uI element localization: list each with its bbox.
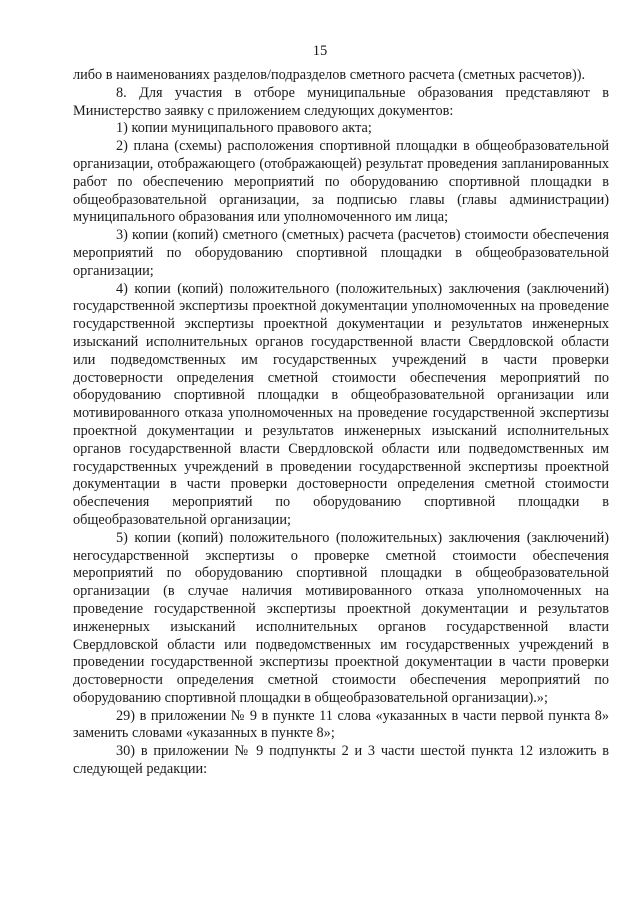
- paragraph-subitem-1: 1) копии муниципального правового акта;: [116, 120, 372, 137]
- paragraph-item-8: 8. Для участия в отборе муниципальные образования представляют в Министерство заявку с приложением следующих документов:: [73, 84, 609, 119]
- paragraph-subitem-5: 5) копии (копий) положительного (положительных) заключения (заключений) негосударственной экспертизы о проверке сметной стоимости обеспечения мероприятий по оборудованию спортивной площадки в общеобразовательной организации (в случае наличия мотивированного отказа уполномоченных на проведение государственной экспертизы проектной документации и результатов инженерных изысканий исполнительных органов государственной власти Свердловской области или подведомственных им государственных учреждений в проведении государственной экспертизы проектной документации в части проверки достоверности определения сметной стоимости обеспечения мероприятий по оборудованию спортивной площадки в общеобразовательной организации).»;: [73, 529, 609, 706]
- paragraph-subitem-3: 3) копии (копий) сметного (сметных) расчета (расчетов) стоимости обеспечения мероприятий по оборудованию спортивной площадки в общеобразовательной организации;: [73, 227, 609, 279]
- paragraph-continuation: либо в наименованиях разделов/подразделов сметного расчета (сметных расчетов)).: [73, 67, 586, 83]
- paragraph-item-30: 30) в приложении № 9 подпункты 2 и 3 части шестой пункта 12 изложить в следующей редакции:: [73, 743, 609, 778]
- document-body: [73, 67, 609, 779]
- paragraph-subitem-4: 4) копии (копий) положительного (положительных) заключения (заключений) государственной экспертизы проектной документации уполномоченных на проведение государственной экспертизы проектной документации и результатов инженерных изысканий исполнительных органов государственной власти Свердловской области или подведомственных им государственных учреждений в части проверки достоверности определения сметной стоимости обеспечения мероприятий по оборудованию спортивной площадки в общеобразовательной организации или мотивированного отказа уполномоченных на проведение государственной экспертизы проектной документации и результатов инженерных изысканий исполнительных органов государственной власти Свердловской области или подведомственных им государственных учреждений в проведении государственной экспертизы проектной документации в части проверки достоверности определения сметной стоимости обеспечения мероприятий по оборудованию спортивной площадки в общеобразовательной организации;: [73, 280, 609, 528]
- paragraph-subitem-2: 2) плана (схемы) расположения спортивной площадки в общеобразовательной организации, отображающего (отображающей) результат проведения запланированных работ по обеспечению мероприятий по оборудованию спортивной площадки в общеобразовательной организации, за подписью главы (главы администрации) муниципального образования или уполномоченного им лица;: [73, 138, 609, 226]
- page-number: 15: [312, 43, 328, 59]
- paragraph-item-29: 29) в приложении № 9 в пункте 11 слова «указанных в части первой пункта 8» заменить словами «указанных в пункте 8»;: [73, 707, 609, 742]
